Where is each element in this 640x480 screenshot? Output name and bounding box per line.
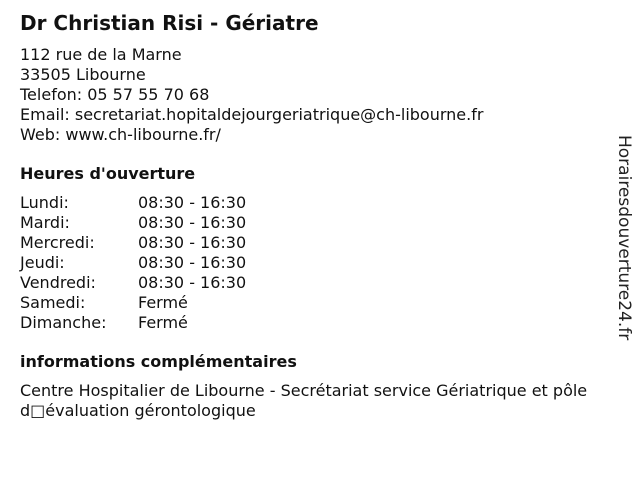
day-label: Jeudi: [20,253,65,272]
email-address: Email: secretariat.hopitaldejourgeriatrique@ch-libourne.fr [20,105,484,124]
additional-info-heading: informations complémentaires [20,352,297,371]
day-label: Vendredi: [20,273,96,292]
day-label: Mardi: [20,213,70,232]
day-label: Dimanche: [20,313,107,332]
page-title: Dr Christian Risi - Gériatre [20,11,319,35]
day-label: Mercredi: [20,233,95,252]
hours-row [20,293,610,313]
day-label: Lundi: [20,193,69,212]
side-brand-label: Horairesdouverture24.fr [614,135,634,341]
hours-row [20,253,610,273]
hours-row [20,213,610,233]
time-value: 08:30 - 16:30 [138,233,247,252]
address-block [20,45,610,145]
opening-hours-table [20,193,610,333]
time-value: 08:30 - 16:30 [138,193,247,212]
time-value: Fermé [138,293,188,312]
hours-row [20,193,610,213]
city-address: 33505 Libourne [20,65,146,84]
opening-hours-heading: Heures d'ouverture [20,164,196,183]
street-address: 112 rue de la Marne [20,45,182,64]
day-label: Samedi: [20,293,86,312]
hours-row [20,233,610,253]
practitioner-card [20,10,610,421]
time-value: 08:30 - 16:30 [138,273,247,292]
phone-number: Telefon: 05 57 55 70 68 [20,85,210,104]
additional-info-text: Centre Hospitalier de Libourne - Secrétariat service Gériatrique et pôle d□évaluation gérontologique [20,381,588,420]
hours-row [20,273,610,293]
website-link[interactable]: Web: www.ch-libourne.fr/ [20,125,221,144]
time-value: 08:30 - 16:30 [138,253,247,272]
time-value: 08:30 - 16:30 [138,213,247,232]
time-value: Fermé [138,313,188,332]
hours-row [20,313,610,333]
